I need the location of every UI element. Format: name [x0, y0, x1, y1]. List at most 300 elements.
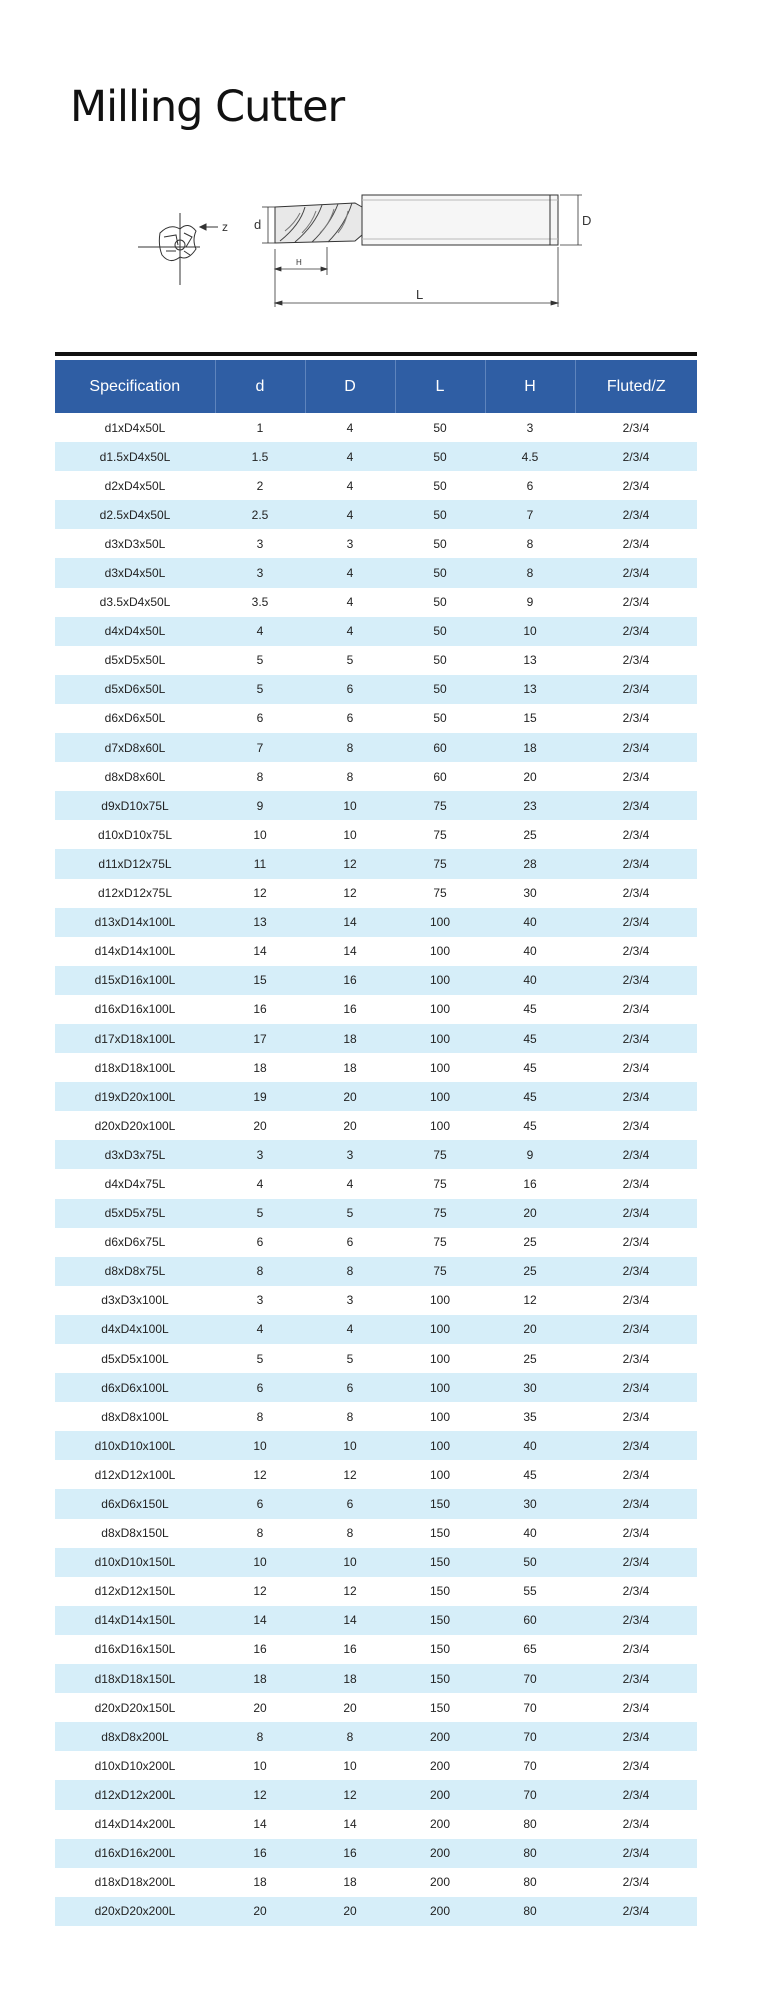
cell-specification: d5xD5x50L	[55, 646, 215, 675]
cell-H: 70	[485, 1664, 575, 1693]
cell-H: 28	[485, 849, 575, 878]
cell-specification: d20xD20x200L	[55, 1897, 215, 1926]
table-row	[55, 762, 697, 791]
cell-H: 45	[485, 1082, 575, 1111]
table-row	[55, 1635, 697, 1664]
table-row	[55, 1839, 697, 1868]
table-row	[55, 1810, 697, 1839]
cell-d: 8	[215, 1257, 305, 1286]
cell-fluted-z: 2/3/4	[575, 1839, 697, 1868]
cell-H: 25	[485, 820, 575, 849]
cell-fluted-z: 2/3/4	[575, 1460, 697, 1489]
table-row	[55, 1751, 697, 1780]
cell-D: 18	[305, 1053, 395, 1082]
cell-L: 75	[395, 1228, 485, 1257]
cell-D: 14	[305, 937, 395, 966]
cell-specification: d15xD16x100L	[55, 966, 215, 995]
table-row	[55, 1664, 697, 1693]
cell-D: 4	[305, 442, 395, 471]
cell-fluted-z: 2/3/4	[575, 1635, 697, 1664]
cell-fluted-z: 2/3/4	[575, 1111, 697, 1140]
table-row	[55, 1053, 697, 1082]
table-row	[55, 1111, 697, 1140]
cell-D: 4	[305, 1169, 395, 1198]
cell-fluted-z: 2/3/4	[575, 1606, 697, 1635]
cell-d: 20	[215, 1111, 305, 1140]
cell-d: 5	[215, 675, 305, 704]
cell-fluted-z: 2/3/4	[575, 1780, 697, 1809]
cell-fluted-z: 2/3/4	[575, 588, 697, 617]
cell-H: 20	[485, 1199, 575, 1228]
table-row	[55, 529, 697, 558]
cell-specification: d4xD4x50L	[55, 617, 215, 646]
diagram-label-D: D	[582, 213, 592, 228]
header-D: D	[305, 360, 395, 413]
table-row	[55, 849, 697, 878]
table-row	[55, 733, 697, 762]
cell-D: 5	[305, 646, 395, 675]
cell-d: 1	[215, 413, 305, 442]
table-row	[55, 1868, 697, 1897]
cell-D: 5	[305, 1199, 395, 1228]
cell-d: 6	[215, 1228, 305, 1257]
cell-H: 13	[485, 675, 575, 704]
cell-H: 8	[485, 558, 575, 587]
cell-L: 200	[395, 1780, 485, 1809]
cell-L: 75	[395, 1199, 485, 1228]
cell-L: 50	[395, 500, 485, 529]
table-row	[55, 791, 697, 820]
cell-fluted-z: 2/3/4	[575, 1577, 697, 1606]
cell-specification: d10xD10x75L	[55, 820, 215, 849]
cell-D: 8	[305, 733, 395, 762]
cell-L: 100	[395, 1460, 485, 1489]
cell-H: 40	[485, 937, 575, 966]
cell-d: 4	[215, 1169, 305, 1198]
cell-H: 50	[485, 1548, 575, 1577]
cell-specification: d8xD8x60L	[55, 762, 215, 791]
cell-L: 200	[395, 1897, 485, 1926]
cell-fluted-z: 2/3/4	[575, 704, 697, 733]
cell-L: 60	[395, 733, 485, 762]
cell-H: 80	[485, 1868, 575, 1897]
cell-specification: d16xD16x150L	[55, 1635, 215, 1664]
cell-D: 14	[305, 908, 395, 937]
cell-d: 3	[215, 1140, 305, 1169]
cell-specification: d11xD12x75L	[55, 849, 215, 878]
diagram-label-z: z	[222, 220, 228, 234]
cell-L: 50	[395, 588, 485, 617]
end-view-icon	[138, 213, 200, 285]
table-row	[55, 1693, 697, 1722]
cell-specification: d6xD6x150L	[55, 1489, 215, 1518]
cell-L: 100	[395, 1344, 485, 1373]
cell-specification: d3.5xD4x50L	[55, 588, 215, 617]
cell-L: 150	[395, 1606, 485, 1635]
cell-D: 12	[305, 849, 395, 878]
table-row	[55, 937, 697, 966]
cell-d: 14	[215, 1810, 305, 1839]
cell-fluted-z: 2/3/4	[575, 1344, 697, 1373]
cell-L: 100	[395, 937, 485, 966]
cell-d: 13	[215, 908, 305, 937]
cell-D: 20	[305, 1082, 395, 1111]
cell-D: 14	[305, 1810, 395, 1839]
cell-specification: d6xD6x100L	[55, 1373, 215, 1402]
cell-fluted-z: 2/3/4	[575, 820, 697, 849]
cell-specification: d8xD8x150L	[55, 1519, 215, 1548]
cell-H: 70	[485, 1722, 575, 1751]
cell-fluted-z: 2/3/4	[575, 937, 697, 966]
cell-L: 100	[395, 1373, 485, 1402]
cell-H: 23	[485, 791, 575, 820]
cell-H: 18	[485, 733, 575, 762]
cell-L: 100	[395, 1402, 485, 1431]
cell-H: 80	[485, 1810, 575, 1839]
cell-fluted-z: 2/3/4	[575, 966, 697, 995]
cell-D: 4	[305, 471, 395, 500]
cell-d: 2.5	[215, 500, 305, 529]
cell-L: 100	[395, 1431, 485, 1460]
table-row	[55, 1169, 697, 1198]
header-H: H	[485, 360, 575, 413]
cell-fluted-z: 2/3/4	[575, 1169, 697, 1198]
cell-specification: d3xD4x50L	[55, 558, 215, 587]
header-d: d	[215, 360, 305, 413]
table-row	[55, 1024, 697, 1053]
cell-d: 16	[215, 1839, 305, 1868]
cell-H: 6	[485, 471, 575, 500]
cell-d: 1.5	[215, 442, 305, 471]
cell-d: 4	[215, 1315, 305, 1344]
cell-D: 8	[305, 1402, 395, 1431]
cell-L: 100	[395, 1315, 485, 1344]
cell-specification: d4xD4x100L	[55, 1315, 215, 1344]
cell-fluted-z: 2/3/4	[575, 1140, 697, 1169]
cell-specification: d10xD10x100L	[55, 1431, 215, 1460]
cell-L: 150	[395, 1635, 485, 1664]
cell-D: 10	[305, 1548, 395, 1577]
cell-specification: d6xD6x50L	[55, 704, 215, 733]
cell-D: 8	[305, 1257, 395, 1286]
cell-H: 65	[485, 1635, 575, 1664]
cell-H: 7	[485, 500, 575, 529]
cell-fluted-z: 2/3/4	[575, 1053, 697, 1082]
cell-specification: d5xD5x100L	[55, 1344, 215, 1373]
cell-d: 3	[215, 529, 305, 558]
cell-H: 4.5	[485, 442, 575, 471]
cell-d: 10	[215, 1548, 305, 1577]
table-body	[55, 413, 697, 1926]
cell-d: 5	[215, 1199, 305, 1228]
table-row	[55, 1431, 697, 1460]
cell-L: 150	[395, 1577, 485, 1606]
cell-fluted-z: 2/3/4	[575, 791, 697, 820]
cell-fluted-z: 2/3/4	[575, 1431, 697, 1460]
cell-H: 30	[485, 1373, 575, 1402]
table-row	[55, 1519, 697, 1548]
cell-d: 18	[215, 1053, 305, 1082]
table-row	[55, 1082, 697, 1111]
cell-specification: d20xD20x150L	[55, 1693, 215, 1722]
cell-H: 70	[485, 1780, 575, 1809]
cell-D: 16	[305, 995, 395, 1024]
cell-L: 100	[395, 1024, 485, 1053]
table-row	[55, 675, 697, 704]
table-row	[55, 1286, 697, 1315]
cell-H: 80	[485, 1897, 575, 1926]
cell-fluted-z: 2/3/4	[575, 1315, 697, 1344]
cell-D: 16	[305, 1839, 395, 1868]
cell-D: 3	[305, 529, 395, 558]
cell-fluted-z: 2/3/4	[575, 1199, 697, 1228]
cell-H: 40	[485, 908, 575, 937]
cell-H: 8	[485, 529, 575, 558]
table-row	[55, 820, 697, 849]
table-row	[55, 1199, 697, 1228]
cell-L: 100	[395, 1082, 485, 1111]
cell-specification: d10xD10x200L	[55, 1751, 215, 1780]
cell-fluted-z: 2/3/4	[575, 1228, 697, 1257]
cell-D: 16	[305, 1635, 395, 1664]
cell-D: 4	[305, 1315, 395, 1344]
cell-L: 200	[395, 1810, 485, 1839]
cell-H: 9	[485, 588, 575, 617]
cell-L: 75	[395, 820, 485, 849]
cell-d: 18	[215, 1868, 305, 1897]
table-row	[55, 413, 697, 442]
cell-d: 20	[215, 1693, 305, 1722]
cell-H: 30	[485, 879, 575, 908]
cell-specification: d3xD3x75L	[55, 1140, 215, 1169]
cell-d: 10	[215, 820, 305, 849]
cell-D: 8	[305, 762, 395, 791]
cell-D: 20	[305, 1693, 395, 1722]
cell-specification: d1xD4x50L	[55, 413, 215, 442]
cell-d: 3	[215, 1286, 305, 1315]
cell-d: 17	[215, 1024, 305, 1053]
cell-D: 6	[305, 1228, 395, 1257]
cell-specification: d13xD14x100L	[55, 908, 215, 937]
cell-L: 150	[395, 1519, 485, 1548]
table-row	[55, 1460, 697, 1489]
cell-fluted-z: 2/3/4	[575, 995, 697, 1024]
cell-d: 19	[215, 1082, 305, 1111]
table-row	[55, 471, 697, 500]
table-row	[55, 879, 697, 908]
cell-L: 75	[395, 1169, 485, 1198]
cell-d: 5	[215, 646, 305, 675]
cell-d: 6	[215, 1489, 305, 1518]
cell-fluted-z: 2/3/4	[575, 1751, 697, 1780]
cell-H: 25	[485, 1228, 575, 1257]
cell-D: 6	[305, 704, 395, 733]
table-row	[55, 1780, 697, 1809]
cell-d: 15	[215, 966, 305, 995]
cell-fluted-z: 2/3/4	[575, 1664, 697, 1693]
cell-H: 16	[485, 1169, 575, 1198]
table-row	[55, 442, 697, 471]
cell-specification: d4xD4x75L	[55, 1169, 215, 1198]
table-row	[55, 646, 697, 675]
cell-fluted-z: 2/3/4	[575, 849, 697, 878]
cell-d: 16	[215, 1635, 305, 1664]
cell-d: 6	[215, 704, 305, 733]
cell-specification: d8xD8x200L	[55, 1722, 215, 1751]
cell-L: 50	[395, 471, 485, 500]
cell-H: 60	[485, 1606, 575, 1635]
cell-L: 100	[395, 908, 485, 937]
cell-d: 12	[215, 1577, 305, 1606]
cell-d: 5	[215, 1344, 305, 1373]
specification-table	[55, 360, 697, 1926]
table-row	[55, 1606, 697, 1635]
cell-L: 100	[395, 1053, 485, 1082]
cell-H: 45	[485, 995, 575, 1024]
cell-H: 13	[485, 646, 575, 675]
cell-L: 50	[395, 617, 485, 646]
cell-fluted-z: 2/3/4	[575, 1024, 697, 1053]
table-row	[55, 1722, 697, 1751]
cell-fluted-z: 2/3/4	[575, 762, 697, 791]
cell-D: 4	[305, 588, 395, 617]
cell-D: 12	[305, 1460, 395, 1489]
page-title: Milling Cutter	[70, 82, 345, 132]
cell-d: 12	[215, 879, 305, 908]
cell-H: 45	[485, 1460, 575, 1489]
cell-D: 4	[305, 617, 395, 646]
cell-specification: d12xD12x150L	[55, 1577, 215, 1606]
diagram-label-d: d	[254, 217, 262, 232]
cell-L: 100	[395, 966, 485, 995]
cell-d: 7	[215, 733, 305, 762]
cell-H: 12	[485, 1286, 575, 1315]
cell-D: 20	[305, 1897, 395, 1926]
cell-H: 70	[485, 1751, 575, 1780]
table-row	[55, 908, 697, 937]
table-row	[55, 966, 697, 995]
diagram-label-H: H	[296, 258, 302, 267]
table-top-rule	[55, 352, 697, 356]
table-row	[55, 1489, 697, 1518]
cell-H: 55	[485, 1577, 575, 1606]
cell-specification: d16xD16x100L	[55, 995, 215, 1024]
cell-specification: d5xD5x75L	[55, 1199, 215, 1228]
cell-fluted-z: 2/3/4	[575, 1402, 697, 1431]
cell-D: 6	[305, 675, 395, 704]
cell-specification: d8xD8x75L	[55, 1257, 215, 1286]
cell-D: 18	[305, 1024, 395, 1053]
milling-cutter-diagram	[130, 185, 600, 320]
cell-fluted-z: 2/3/4	[575, 646, 697, 675]
cell-D: 4	[305, 413, 395, 442]
cell-specification: d14xD14x150L	[55, 1606, 215, 1635]
header-specification: Specification	[55, 360, 215, 413]
cell-fluted-z: 2/3/4	[575, 1868, 697, 1897]
cell-D: 10	[305, 820, 395, 849]
table-row	[55, 1257, 697, 1286]
cell-specification: d3xD3x50L	[55, 529, 215, 558]
cell-L: 60	[395, 762, 485, 791]
cell-specification: d2.5xD4x50L	[55, 500, 215, 529]
cell-L: 50	[395, 442, 485, 471]
cell-H: 3	[485, 413, 575, 442]
cell-L: 50	[395, 413, 485, 442]
cell-fluted-z: 2/3/4	[575, 1693, 697, 1722]
table-row	[55, 1373, 697, 1402]
cell-H: 10	[485, 617, 575, 646]
cell-d: 10	[215, 1431, 305, 1460]
table-row	[55, 1402, 697, 1431]
cell-fluted-z: 2/3/4	[575, 733, 697, 762]
cell-D: 6	[305, 1489, 395, 1518]
table-row	[55, 1548, 697, 1577]
cell-L: 150	[395, 1664, 485, 1693]
cell-D: 12	[305, 1780, 395, 1809]
cell-D: 8	[305, 1519, 395, 1548]
cell-fluted-z: 2/3/4	[575, 908, 697, 937]
cell-d: 12	[215, 1780, 305, 1809]
cell-D: 10	[305, 791, 395, 820]
cell-d: 14	[215, 937, 305, 966]
table-row	[55, 1140, 697, 1169]
diagram-label-L: L	[416, 287, 424, 302]
cell-specification: d2xD4x50L	[55, 471, 215, 500]
cell-H: 20	[485, 762, 575, 791]
cell-H: 45	[485, 1024, 575, 1053]
cell-D: 3	[305, 1140, 395, 1169]
cell-L: 100	[395, 1286, 485, 1315]
cell-D: 5	[305, 1344, 395, 1373]
table-row	[55, 1315, 697, 1344]
cell-L: 75	[395, 1140, 485, 1169]
cell-D: 12	[305, 1577, 395, 1606]
header-L: L	[395, 360, 485, 413]
cell-specification: d18xD18x150L	[55, 1664, 215, 1693]
cell-L: 100	[395, 995, 485, 1024]
cell-D: 4	[305, 500, 395, 529]
table-row	[55, 558, 697, 587]
cell-fluted-z: 2/3/4	[575, 529, 697, 558]
cell-fluted-z: 2/3/4	[575, 1082, 697, 1111]
cell-specification: d20xD20x100L	[55, 1111, 215, 1140]
table-header-row	[55, 360, 697, 413]
cell-d: 8	[215, 1402, 305, 1431]
cell-L: 50	[395, 675, 485, 704]
cell-L: 200	[395, 1868, 485, 1897]
cell-fluted-z: 2/3/4	[575, 1548, 697, 1577]
cell-specification: d17xD18x100L	[55, 1024, 215, 1053]
cell-fluted-z: 2/3/4	[575, 1489, 697, 1518]
cell-d: 9	[215, 791, 305, 820]
cell-fluted-z: 2/3/4	[575, 471, 697, 500]
table-row	[55, 1577, 697, 1606]
table-row	[55, 1228, 697, 1257]
cell-fluted-z: 2/3/4	[575, 500, 697, 529]
cell-specification: d12xD12x100L	[55, 1460, 215, 1489]
cell-L: 75	[395, 879, 485, 908]
cell-D: 4	[305, 558, 395, 587]
cell-d: 8	[215, 1722, 305, 1751]
cell-fluted-z: 2/3/4	[575, 1257, 697, 1286]
cell-specification: d14xD14x100L	[55, 937, 215, 966]
cell-specification: d1.5xD4x50L	[55, 442, 215, 471]
table-row	[55, 588, 697, 617]
cell-fluted-z: 2/3/4	[575, 558, 697, 587]
cell-H: 70	[485, 1693, 575, 1722]
cell-specification: d12xD12x200L	[55, 1780, 215, 1809]
cell-d: 3.5	[215, 588, 305, 617]
